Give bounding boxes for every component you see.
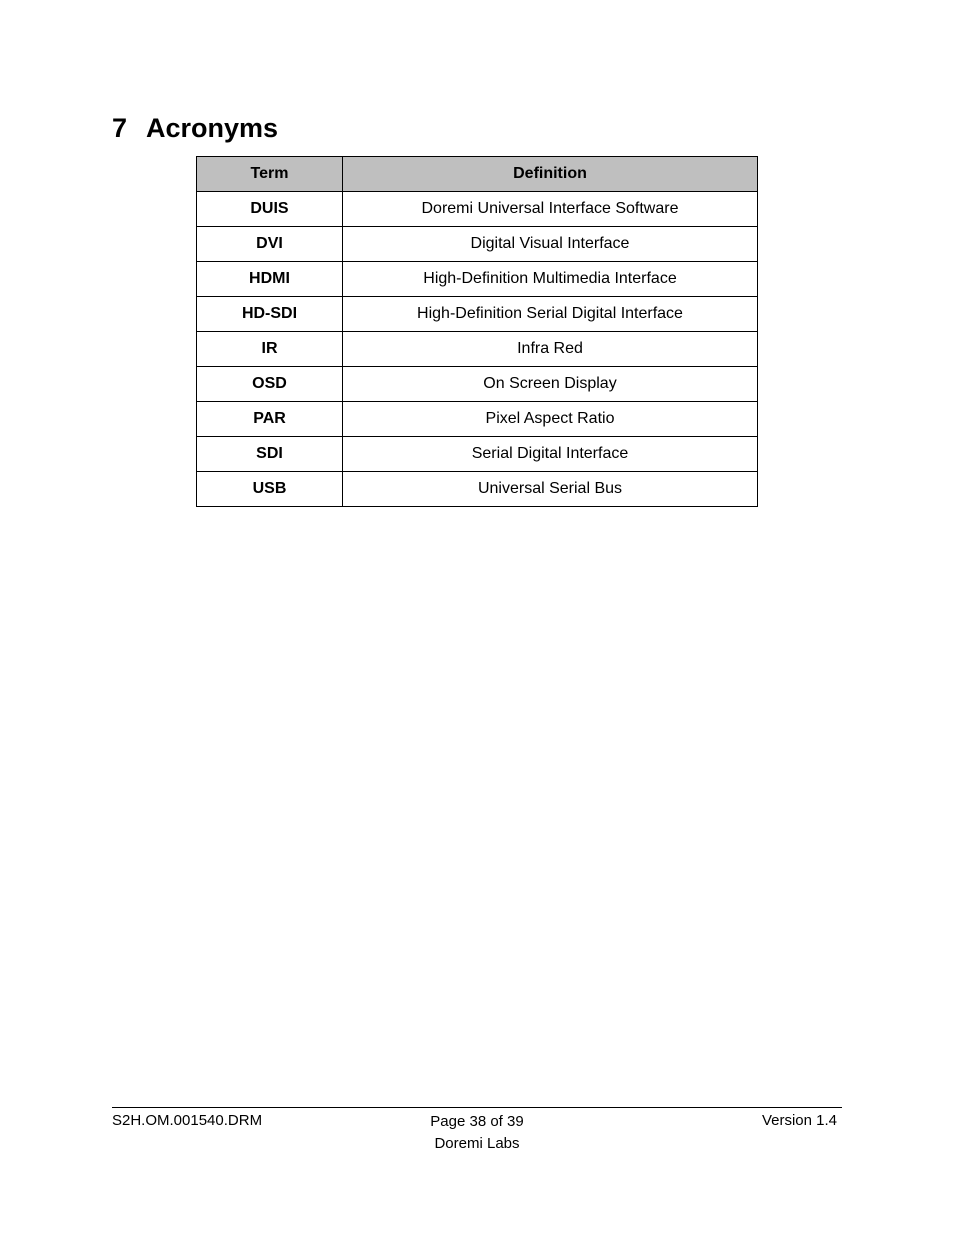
table-row: [197, 332, 758, 367]
definition-cell: Universal Serial Bus: [343, 472, 758, 507]
section-number: 7: [112, 113, 128, 143]
term-cell: HD-SDI: [197, 297, 343, 332]
definition-cell: On Screen Display: [343, 367, 758, 402]
acronyms-table: [196, 156, 758, 507]
definition-cell: Digital Visual Interface: [343, 227, 758, 262]
term-cell: SDI: [197, 437, 343, 472]
definition-cell: Serial Digital Interface: [343, 437, 758, 472]
term-cell: PAR: [197, 402, 343, 437]
footer-center: [377, 1111, 577, 1155]
section-title: Acronyms: [146, 113, 279, 143]
definition-cell: Doremi Universal Interface Software: [343, 192, 758, 227]
definition-cell: Infra Red: [343, 332, 758, 367]
column-header-definition: Definition: [343, 157, 758, 192]
table-header-row: [197, 157, 758, 192]
table-row: [197, 192, 758, 227]
table-row: [197, 227, 758, 262]
table-row: [197, 472, 758, 507]
footer-doc-id: S2H.OM.001540.DRM: [112, 1112, 263, 1129]
definition-cell: High-Definition Serial Digital Interface: [343, 297, 758, 332]
definition-cell: High-Definition Multimedia Interface: [343, 262, 758, 297]
term-cell: DVI: [197, 227, 343, 262]
section-heading: [112, 110, 278, 146]
definition-cell: Pixel Aspect Ratio: [343, 402, 758, 437]
footer-version: Version 1.4: [761, 1112, 837, 1129]
footer-page-number: Page 38 of 39: [430, 1113, 524, 1130]
table-row: [197, 367, 758, 402]
term-cell: OSD: [197, 367, 343, 402]
table-row: [197, 437, 758, 472]
table-row: [197, 402, 758, 437]
term-cell: IR: [197, 332, 343, 367]
term-cell: DUIS: [197, 192, 343, 227]
column-header-term: Term: [197, 157, 343, 192]
footer-divider: [112, 1107, 842, 1108]
term-cell: USB: [197, 472, 343, 507]
term-cell: HDMI: [197, 262, 343, 297]
table-row: [197, 262, 758, 297]
table-row: [197, 297, 758, 332]
footer-company: Doremi Labs: [434, 1135, 520, 1152]
